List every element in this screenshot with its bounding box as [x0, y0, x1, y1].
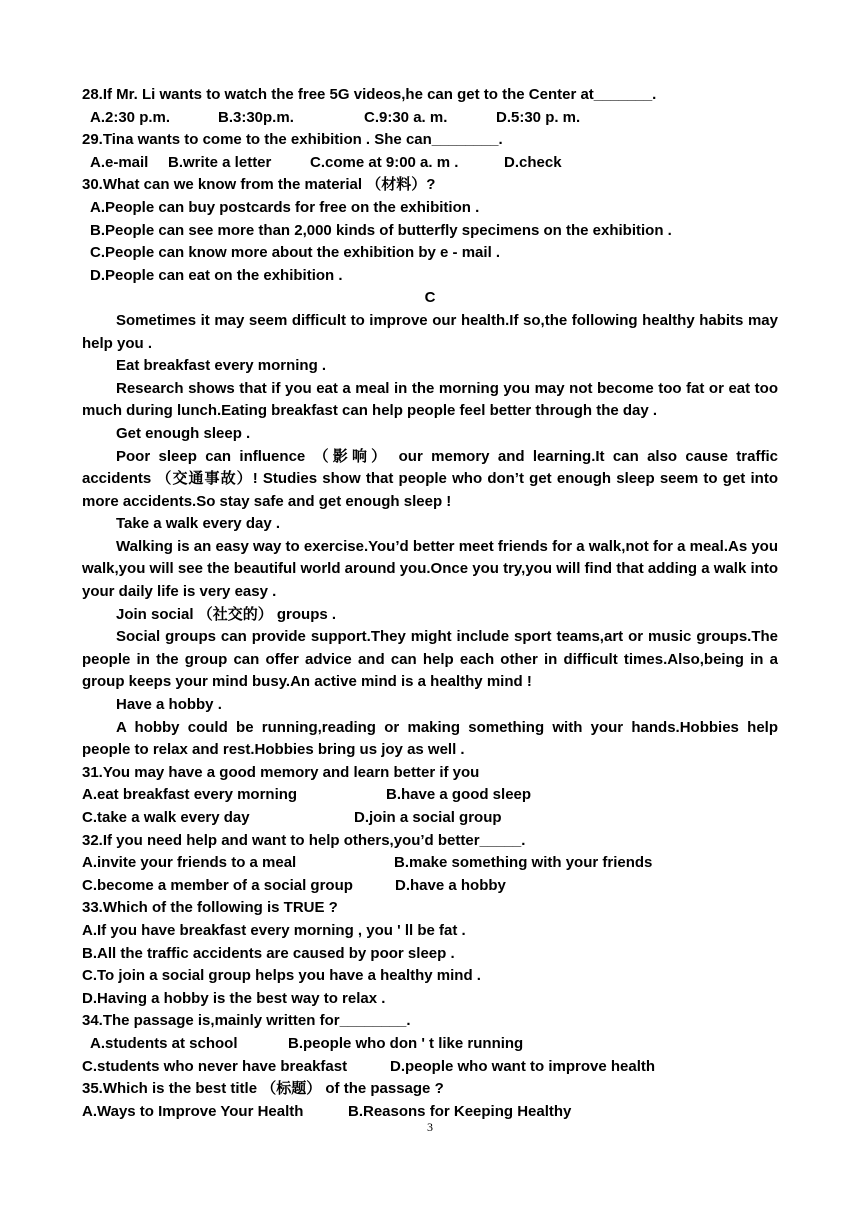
q30-stem: 30.What can we know from the material （材料）? — [82, 176, 436, 194]
q31-options-row-1 — [82, 784, 778, 807]
q34-option-b: B.people who don ' t like running — [288, 1034, 524, 1052]
q33-stem: 33.Which of the following is TRUE ? — [82, 899, 338, 917]
q32-option-b: B.make something with your friends — [394, 854, 653, 872]
q32-options-row-2 — [82, 875, 778, 898]
q32-option-a: A.invite your friends to a meal — [82, 854, 297, 872]
habit-heading-1: Eat breakfast every morning . — [116, 357, 327, 375]
q33-option-c: C.To join a social group helps you have a healthy mind . — [82, 967, 481, 985]
q29-option-a: A.e-mail — [90, 153, 149, 171]
habit-heading-3: Take a walk every day . — [116, 515, 280, 533]
q31-stem: 31.You may have a good memory and learn better if you — [82, 763, 480, 781]
q34-option-d: D.people who want to improve health — [390, 1057, 656, 1075]
q28-option-d: D.5:30 p. m. — [496, 108, 581, 126]
habit-heading-5: Have a hobby . — [116, 696, 222, 714]
q30-option-c: C.People can know more about the exhibition by e - mail . — [90, 244, 501, 262]
q33-option-a: A.If you have breakfast every morning , you ' ll be fat . — [82, 921, 466, 939]
q29-options — [82, 152, 778, 175]
habit-paragraph-1: Research shows that if you eat a meal in the morning you may not become too fat or eat too much during lunch.Eating breakfast can help people feel better through the day . — [82, 379, 778, 420]
q29-option-b: B.write a letter — [168, 153, 272, 171]
q30-option-b: B.People can see more than 2,000 kinds of butterfly specimens on the exhibition . — [90, 221, 672, 239]
habit-paragraph-4: Social groups can provide support.They might include sport teams,art or music groups.The people in the group can offer advice and can help each other in difficult times.Also,being in a group keeps your mind busy.An active mind is a healthy mind ! — [82, 628, 778, 691]
q28-option-a: A.2:30 p.m. — [90, 108, 171, 126]
q31-option-d: D.join a social group — [354, 809, 502, 826]
exam-page — [82, 84, 778, 1123]
q32-option-c: C.become a member of a social group — [82, 876, 353, 894]
habit-paragraph-3: Walking is an easy way to exercise.You’d better meet friends for a walk,not for a meal.As you walk,you will see the beautiful world around you.Once you try,you will find that adding a walk into your daily life is very easy . — [82, 537, 778, 601]
habit-heading-2: Get enough sleep . — [116, 424, 251, 442]
q32-stem: 32.If you need help and want to help others,you’d better_____. — [82, 831, 526, 849]
passage-intro: Sometimes it may seem difficult to improve our health.If so,the following healthy habits may help you . — [82, 311, 778, 352]
q30-option-a: A.People can buy postcards for free on the exhibition . — [90, 198, 480, 216]
q34-options-row-1 — [82, 1033, 778, 1056]
q29-stem: 29.Tina wants to come to the exhibition . She can________. — [82, 131, 503, 149]
q32-option-d: D.have a hobby — [395, 876, 506, 894]
q31-option-a: A.eat breakfast every morning — [82, 786, 298, 804]
habit-paragraph-2: Poor sleep can influence （影响） our memory and learning.It can also cause traffic accidents （交通事故）! Studies show that people who don’t get enough sleep seem to get into more accidents.So stay safe and get enough sleep ! — [82, 447, 778, 510]
q28-option-c: C.9:30 a. m. — [364, 108, 448, 126]
q34-options-row-2 — [82, 1056, 778, 1079]
q30-option-d: D.People can eat on the exhibition . — [90, 266, 343, 284]
q34-stem: 34.The passage is,mainly written for________. — [82, 1012, 411, 1030]
q31-option-b: B.have a good sleep — [386, 786, 532, 804]
q33-option-b: B.All the traffic accidents are caused by poor sleep . — [82, 944, 455, 962]
q31-option-c: C.take a walk every day — [82, 809, 250, 826]
q34-option-c: C.students who never have breakfast — [82, 1057, 348, 1075]
q29-option-d: D.check — [504, 153, 562, 171]
q29-option-c: C.come at 9:00 a. m . — [310, 153, 459, 171]
q28-options — [82, 107, 778, 130]
q35-option-a: A.Ways to Improve Your Health — [82, 1102, 304, 1120]
q32-options-row-1 — [82, 852, 778, 875]
q28-stem: 28.If Mr. Li wants to watch the free 5G videos,he can get to the Center at_______. — [82, 86, 657, 103]
q33-option-d: D.Having a hobby is the best way to relax . — [82, 989, 386, 1007]
page-number: 3 — [427, 1120, 433, 1134]
q31-options-row-2 — [82, 807, 778, 830]
q35-option-b: B.Reasons for Keeping Healthy — [348, 1102, 572, 1120]
q35-stem: 35.Which is the best title （标题） of the passage ? — [82, 1080, 444, 1098]
habit-heading-4: Join social （社交的） groups . — [116, 605, 337, 623]
q28-option-b: B.3:30p.m. — [218, 108, 294, 126]
habit-paragraph-5: A hobby could be running,reading or making something with your hands.Hobbies help people to relax and rest.Hobbies bring us joy as well . — [82, 718, 778, 759]
section-letter: C — [424, 289, 436, 307]
q34-option-a: A.students at school — [90, 1034, 238, 1052]
